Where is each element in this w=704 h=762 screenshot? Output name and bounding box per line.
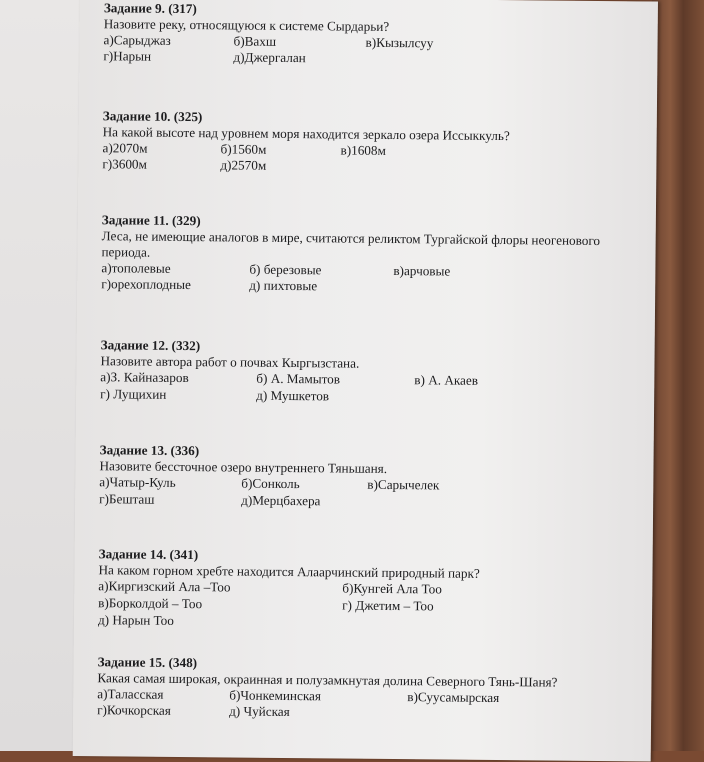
option-b: б)Вахш xyxy=(233,33,277,49)
task-title: Задание 10. (325) xyxy=(102,108,203,125)
option-e: д) Чуйская xyxy=(229,703,290,720)
task-15 xyxy=(97,654,588,725)
option-e: д) Мушкетов xyxy=(256,387,330,404)
task-11 xyxy=(101,212,612,299)
option-d: г) Джетим – Тоо xyxy=(342,597,434,614)
task-9 xyxy=(103,0,614,71)
option-a: а)З. Кайназаров xyxy=(100,369,189,386)
option-b: б) А. Мамытов xyxy=(256,370,341,387)
task-12 xyxy=(100,337,611,408)
option-a: а)тополевые xyxy=(101,260,171,276)
option-d: г)Кочкорская xyxy=(97,702,171,718)
option-d: г)Бешташ xyxy=(99,491,155,507)
option-b: б)Сонколь xyxy=(241,475,300,492)
option-a: а)Таласская xyxy=(97,686,164,702)
option-d: г)3600м xyxy=(102,156,147,172)
task-10 xyxy=(102,108,613,179)
task-14 xyxy=(98,546,609,635)
option-d: г)Нарын xyxy=(103,48,152,64)
option-b: б) березовые xyxy=(249,261,322,278)
task-question: Назовите бессточное озеро внутреннего Тяньшаня. xyxy=(99,458,388,476)
option-e: д) Нарын Тоо xyxy=(97,612,174,628)
task-title: Задание 11. (329) xyxy=(101,212,201,229)
option-e: д)2570м xyxy=(220,157,267,173)
task-title: Задание 9. (317) xyxy=(103,0,197,17)
task-question: На какой высоте над уровнем моря находится зеркало озера Иссыккуль? xyxy=(102,124,510,144)
option-b: б)Чонкеминская xyxy=(229,687,322,704)
option-b: б)Кунгей Ала Тоо xyxy=(342,580,442,597)
task-question: Назовите реку, относящуюся к системе Сырдарьи? xyxy=(103,16,390,34)
option-c: в)Борколдой – Тоо xyxy=(98,595,203,612)
option-a: а)Чатыр-Куль xyxy=(99,474,176,490)
option-a: а)Киргизский Ала –Тоо xyxy=(98,578,231,595)
option-c: в)1608м xyxy=(340,142,386,158)
wooden-table-edge xyxy=(652,0,704,751)
task-title: Задание 12. (332) xyxy=(100,337,201,354)
option-c: в) А. Акаев xyxy=(414,372,479,388)
task-question: На каком горном хребте находится Алаарчинский природный парк? xyxy=(98,562,480,581)
task-13 xyxy=(99,442,610,513)
option-a: а)Сарыджаз xyxy=(103,32,171,48)
task-title: Задание 15. (348) xyxy=(97,654,198,671)
option-c: в)арчовые xyxy=(393,263,451,279)
task-question: Леса, не имеющие аналогов в мире, считаются реликтом Тургайской флоры неогенового периода. xyxy=(101,228,601,260)
task-question: Какая самая широкая, окраинная и полузамкнутая долина Северного Тянь-Шаня? xyxy=(97,670,558,690)
option-d: г)орехоплодные xyxy=(101,276,191,293)
option-b: б)1560м xyxy=(220,141,267,157)
option-d: г) Лущихин xyxy=(100,386,167,402)
task-title: Задание 13. (336) xyxy=(99,442,200,459)
task-title: Задание 14. (341) xyxy=(98,546,199,563)
option-c: в)Сарычелек xyxy=(367,476,440,493)
option-e: д)Джергалан xyxy=(233,49,306,66)
option-c: в)Суусамырская xyxy=(407,689,500,706)
option-a: а)2070м xyxy=(102,140,148,156)
exam-sheet xyxy=(73,0,658,762)
option-e: д)Мерцбахера xyxy=(241,492,321,509)
task-question: Назовите автора работ о почвах Кыргызстана. xyxy=(100,353,360,371)
option-c: в)Кызылсуу xyxy=(365,34,434,51)
option-e: д) пихтовые xyxy=(249,277,318,294)
